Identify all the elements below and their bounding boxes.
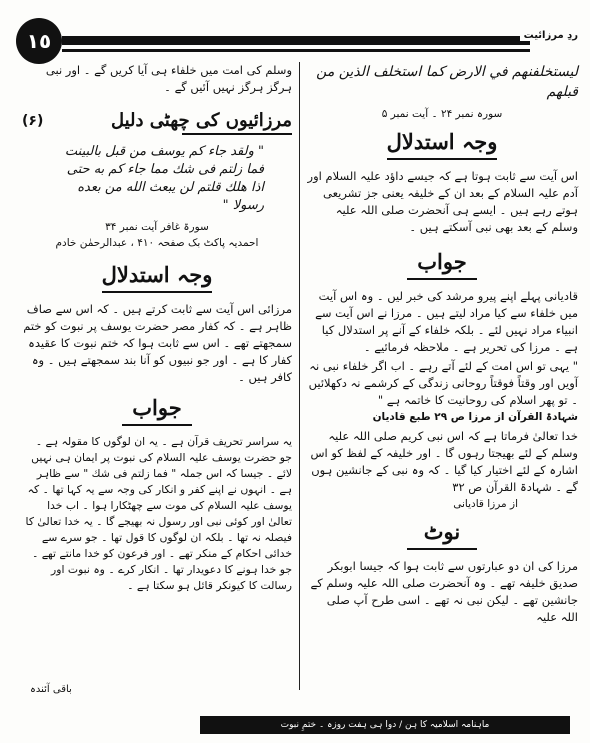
page-number-badge xyxy=(16,18,62,64)
answer-paragraph: یہ سراسر تحریف قرآن ہے ۔ یہ ان لوگوں کا مقولہ ہے ۔ جو حضرت یوسف علیہ السلام کی نبوت پر ایمان ہی نہیں لائے ۔ جیسا کہ اس جملہ " فما زلتم فى شك " سے ظاہر ہے ۔ انہوں نے اپنے کفر و انکار کی وجہ سے یہ کہا تھا ۔ کہ یوسف علیہ السلام کی موت سے چھٹکارا ہوا ۔ اب خدا تعالیٰ اور کوئی نبی اور رسول نہ بھیجے گا ۔ یہ خدا تعالیٰ کا فیصلہ نہ تھا ۔ بلکہ ان لوگوں کا قول تھا ۔ جو سرے سے خدائی احکام کے منکر تھے ۔ اور فرعون کو خدا مانتے تھے ۔ جو خدا ہونے کا دعویدار تھا ۔ انکار کرے ۔ وہ نبوت اور رسالت کا کیونکر قائل ہو سکتا ہے ۔ xyxy=(25,435,292,592)
section-number: (۶) xyxy=(22,112,44,129)
continued-note: باقی آئندہ xyxy=(30,684,72,695)
section-title-row xyxy=(22,110,292,131)
reasoning-paragraph: اس آیت سے ثابت ہوتا ہے کہ جیسے داؤد علیہ السلام اور آدم علیہ السلام کے بعد ان کے خلیفہ یعنی جز تشریعی ہوتے رہے ہیں ۔ ایسے ہی آنحضرت صلی اللہ علیہ وسلم کے بعد بھی نبی آسکتے ہیں ۔ xyxy=(307,169,578,234)
header-rule-thin xyxy=(62,49,530,52)
verse-text: " ولقد جاء كم يوسف من قبل بالبينت فما زلتم فى شك مما جاء كم به حتى اذا هلك قلتم لن يبعث الله من بعده رسولا " xyxy=(64,144,264,213)
header-rule xyxy=(62,36,530,45)
page-number: ١٥ xyxy=(26,29,52,53)
section-title: مرزائیوں کی چھٹی دلیل xyxy=(110,110,292,131)
section-heading-answer: جواب xyxy=(417,249,467,274)
answer-paragraph-2: خدا تعالیٰ فرماتا ہے کہ اس نبی کریم صلی اللہ علیہ وسلم کے لئے بھیجتا رہوں گا ۔ اور خلیفہ کے لفظ کو اس اشارہ کے لئے اختیار کیا گیا ۔ کہ وہ نبی کے جانشین ہوں گے ۔ شہادۃ القرآن ص ۳۲ xyxy=(310,429,578,494)
section-heading-note: نوٹ xyxy=(423,519,461,544)
heading-underline xyxy=(407,278,477,280)
opening-verse-ref: سورہ نمبر ۲۴ ۔ آیت نمبر ۵ xyxy=(381,108,503,120)
section-heading-answer: جواب xyxy=(132,395,182,420)
heading-underline xyxy=(387,158,497,160)
heading-underline xyxy=(102,291,212,293)
quote-source: شہادۃ القرآن از مرزا ص ۲۹ طبع قادیان xyxy=(372,411,578,423)
heading-underline xyxy=(122,424,192,426)
footer-label: ماہنامہ اسلامیہ کا ہن / دوا ہی ہفت روزہ ۔ ختمِ نبوت xyxy=(280,720,490,730)
book-ref: احمدیہ پاکٹ بک صفحہ ۴۱۰ ، عبدالرحمٰن خادم xyxy=(55,237,259,249)
note-paragraph: مرزا کی ان دو عبارتوں سے ثابت ہوا کہ جیسا ابوبکر صدیق خلیفہ تھے ۔ وہ آنحضرت صلی اللہ علیہ وسلم کے جانشین تھے ۔ لیکن نبی نہ تھے ۔ اسی طرح آپ صلی اللہ علیہ xyxy=(310,559,578,624)
opening-verse: ليستخلفنهم في الارض كما استخلف الذين من قبلهم xyxy=(316,64,578,100)
quote-paragraph: " یہی تو اس امت کے لئے آتے رہے ۔ اب اگر خلفاء نبی نہ آویں اور وقتاً فوقتاً روحانی زندگی کے کرشمے نہ دکھلائیں ۔ تو پھر اسلام کی روحانیت کا خاتمہ ہے " xyxy=(308,359,578,407)
column-divider xyxy=(299,62,300,690)
footer-bar xyxy=(200,716,570,734)
running-title: ردِ مرزائیت xyxy=(520,30,582,41)
right-column xyxy=(306,62,578,626)
reasoning-paragraph: مرزائی اس آیت سے ثابت کرتے ہیں ۔ کہ اس سے صاف ظاہر ہے ۔ کہ کفار مصر حضرت یوسف پر نبوت کو ختم سمجھتے تھے ۔ اس سے ثابت ہوا کہ ختم نبوت کا عقیدہ کفار کا ہے ۔ اور جو نبیوں کو آنا بند سمجھتے ہیں ۔ وہ کافر ہیں ۔ xyxy=(23,302,292,384)
heading-underline xyxy=(182,133,292,135)
left-column xyxy=(22,62,292,594)
answer-paragraph: قادیانی پہلے اپنے پیرو مرشد کی خبر لیں ۔ وہ اس آیت میں خلفاء سے کیا مراد لیتے ہیں ۔ مرزا نے اس آیت سے انبیاء مراد نہیں لئے ۔ بلکہ خلفاء کے آنے پر استدلال کیا ہے ۔ مرزا کی تحریر ہے ۔ ملاحظہ فرمائیے ۔ xyxy=(315,289,578,354)
carry-over-paragraph: وسلم کی امت میں خلفاء ہی آیا کریں گے ۔ اور نبی ہرگز ہرگز نہیں آئیں گے ۔ xyxy=(45,63,292,94)
heading-underline xyxy=(407,548,477,550)
verse-ref: سورۃ غافر آیت نمبر ۳۴ xyxy=(105,221,209,233)
section-heading-reasoning: وجہ استدلال xyxy=(101,262,213,287)
section-heading-reasoning: وجہ استدلال xyxy=(386,129,498,154)
attribution: از مرزا قادیانی xyxy=(453,498,518,510)
